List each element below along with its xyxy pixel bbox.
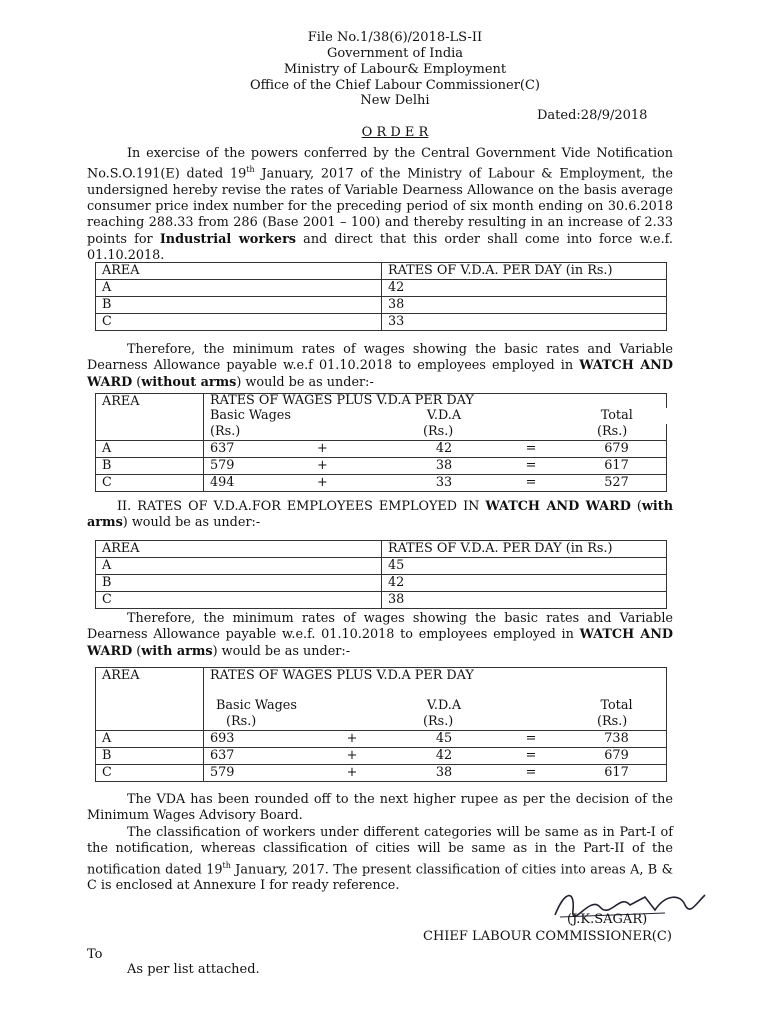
table-cell: Basic Wages — [204, 408, 312, 424]
table-cell: 738 — [567, 731, 667, 748]
table-cell: 42 — [382, 575, 667, 592]
table-row — [96, 280, 667, 297]
table-cell: Total — [600, 408, 633, 423]
table-cell: AREA — [96, 263, 382, 280]
table-cell: AREA — [96, 668, 204, 731]
table-row — [96, 731, 667, 748]
table-row — [96, 765, 667, 782]
table-cell: C — [96, 314, 382, 331]
table-cell: 637 — [204, 441, 312, 458]
table-cell: = — [495, 441, 567, 458]
table-cell — [495, 424, 567, 441]
table-cell: C — [96, 765, 204, 782]
table-cell: 38 — [393, 458, 495, 475]
section-2-heading: II. RATES OF V.D.A.FOR EMPLOYEES EMPLOYED IN WATCH AND WARD (with arms) would be as under:- — [87, 499, 673, 531]
table-cell: 42 — [393, 748, 495, 765]
table-row — [96, 314, 667, 331]
table-cell: (Rs.) — [567, 714, 667, 731]
table-cell: 42 — [393, 441, 495, 458]
signatory-designation: CHIEF LABOUR COMMISSIONER(C) — [423, 929, 672, 944]
table-cell — [495, 698, 567, 714]
table-cell: AREA — [96, 394, 204, 441]
table-cell: C — [96, 592, 382, 609]
ministry: Ministry of Labour& Employment — [283, 62, 507, 77]
wages-table-without-arms — [95, 393, 667, 492]
paragraph-2: Therefore, the minimum rates of wages showing the basic rates and Variable Dearness Allowance payable w.e.f 01.10.2018 to employees employed in WATCH AND WARD (without arms) would be as under:- — [87, 342, 673, 390]
vda-table-with-arms — [95, 540, 667, 609]
table-cell: A — [96, 558, 382, 575]
table-cell: B — [96, 297, 382, 314]
table-cell — [311, 714, 393, 731]
table-cell: + — [311, 731, 393, 748]
file-number: File No.1/38(6)/2018-LS-II — [307, 30, 483, 45]
table-cell: (Rs.) — [204, 714, 312, 731]
table-cell: + — [311, 458, 393, 475]
table-cell: Total — [567, 698, 667, 714]
recipients: As per list attached. — [127, 962, 260, 977]
wages-table-with-arms — [95, 667, 667, 782]
table-cell — [495, 714, 567, 731]
table-cell — [311, 698, 393, 714]
order-title: O R D E R — [361, 125, 429, 140]
date: Dated:28/9/2018 — [537, 108, 648, 123]
table-cell: = — [495, 458, 567, 475]
table-cell: Basic Wages — [204, 698, 312, 714]
table-row — [96, 475, 667, 492]
table-cell: 679 — [567, 748, 667, 765]
table-cell: 38 — [393, 765, 495, 782]
table-cell — [311, 424, 393, 441]
table-cell: A — [96, 441, 204, 458]
table-cell: = — [495, 765, 567, 782]
table-cell: RATES OF V.D.A. PER DAY (in Rs.) — [382, 541, 667, 558]
table-cell: 45 — [393, 731, 495, 748]
table-cell: 637 — [204, 748, 312, 765]
table-row — [96, 558, 667, 575]
table-cell: A — [96, 731, 204, 748]
table-cell: + — [311, 765, 393, 782]
table-cell: 617 — [567, 458, 667, 475]
table-cell: 617 — [567, 765, 667, 782]
paragraph-3: Therefore, the minimum rates of wages showing the basic rates and Variable Dearness Allowance payable w.e.f. 01.10.2018 to employees employed in WATCH AND WARD (with arms) would be as under:- — [87, 611, 673, 659]
table-cell: 38 — [382, 592, 667, 609]
table-cell: + — [311, 475, 393, 492]
table-row — [96, 297, 667, 314]
table-row — [96, 575, 667, 592]
office: Office of the Chief Labour Commissioner(C) — [250, 78, 540, 93]
table-cell: (Rs.) — [204, 424, 312, 441]
paragraph-4: The VDA has been rounded off to the next higher rupee as per the decision of the Minimum Wages Advisory Board. — [87, 792, 673, 824]
paragraph-5: The classification of workers under different categories will be same as in Part-I of the notification, whereas classification of cities will be same as in the Part-II of the notification dated 19th January, 2017. The present classification of cities into areas A, B & C is enclosed at Annexure I for ready reference. — [87, 825, 673, 894]
table-cell: A — [96, 280, 382, 297]
table-cell: 33 — [393, 475, 495, 492]
table-row — [96, 592, 667, 609]
table-cell: 42 — [382, 280, 667, 297]
table-cell: V.D.A — [426, 408, 462, 423]
table-cell: 693 — [204, 731, 312, 748]
table-row — [96, 458, 667, 475]
table-cell: (Rs.) — [393, 714, 495, 731]
table-cell: 679 — [567, 441, 667, 458]
table-cell: 33 — [382, 314, 667, 331]
table-row — [96, 441, 667, 458]
table-cell: B — [96, 748, 204, 765]
table-cell: RATES OF WAGES PLUS V.D.A PER DAY — [204, 668, 667, 699]
table-cell: V.D.A — [426, 698, 462, 713]
table-cell: 45 — [382, 558, 667, 575]
table-cell: (Rs.) — [393, 424, 495, 441]
table-cell: AREA — [96, 541, 382, 558]
table-cell: 579 — [204, 765, 312, 782]
vda-table-without-arms-industrial — [95, 262, 667, 331]
table-row — [96, 748, 667, 765]
city: New Delhi — [360, 93, 430, 108]
table-cell: RATES OF WAGES PLUS V.D.A PER DAY — [204, 394, 667, 409]
table-cell: = — [495, 748, 567, 765]
table-cell: 527 — [567, 475, 667, 492]
table-cell: = — [495, 475, 567, 492]
government: Government of India — [326, 46, 464, 61]
table-cell — [311, 408, 393, 424]
table-cell: RATES OF V.D.A. PER DAY (in Rs.) — [382, 263, 667, 280]
to-label: To — [87, 947, 103, 962]
table-cell: B — [96, 458, 204, 475]
table-cell: 579 — [204, 458, 312, 475]
table-cell — [495, 408, 567, 424]
signatory-name: (J.K.SAGAR) — [567, 912, 648, 927]
table-cell: B — [96, 575, 382, 592]
table-cell: + — [311, 748, 393, 765]
paragraph-1: In exercise of the powers conferred by the Central Government Vide Notification No.S.O.191(E) dated 19th January, 2017 of the Ministry of Labour & Employment, the undersigned hereby revise the rates of Variable Dearness Allowance on the basis average consumer price index number for the preceding period of six month ending on 30.6.2018 reaching 288.33 from 286 (Base 2001 – 100) and thereby resulting in an increase of 2.33 points for Industrial workers and direct that this order shall come into force w.e.f. 01.10.2018. — [87, 146, 673, 264]
table-cell: + — [311, 441, 393, 458]
table-cell: = — [495, 731, 567, 748]
table-cell: C — [96, 475, 204, 492]
table-cell: 38 — [382, 297, 667, 314]
table-cell: (Rs.) — [567, 424, 667, 441]
table-cell: 494 — [204, 475, 312, 492]
